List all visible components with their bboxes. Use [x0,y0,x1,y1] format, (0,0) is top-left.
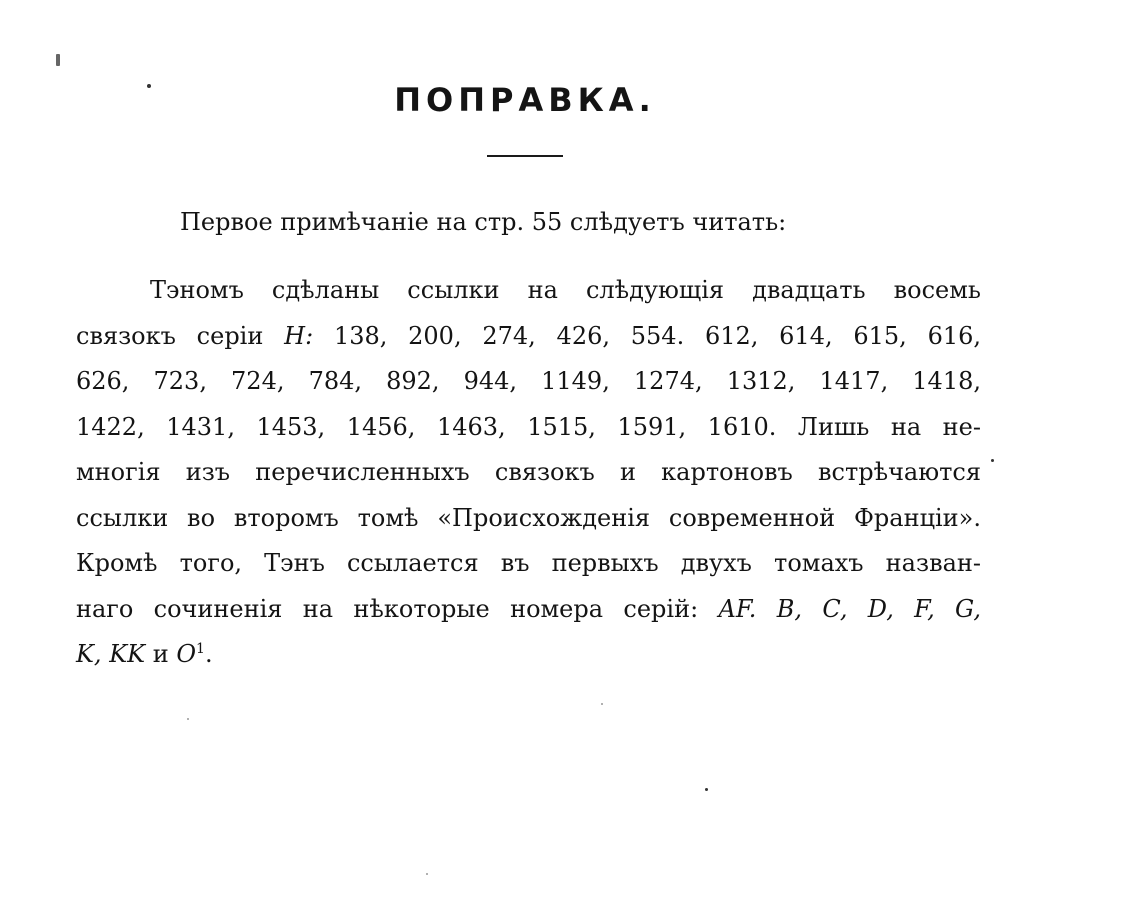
scan-speck [56,54,60,66]
series-h-label: H: [284,321,314,350]
final-period: . [204,640,213,668]
conjunction-and: и [152,640,169,668]
scan-speck [147,84,151,88]
scan-speck [426,873,428,875]
lead-sentence: Первое примѣчаніе на стр. 55 слѣдуетъ читать: [180,208,787,236]
scan-speck [601,703,603,705]
paragraph-line-5: многія изъ перечисленныхъ связокъ и картоновъ встрѣчаются [76,458,981,486]
series-list-intro: наго сочиненія на нѣкоторые номера серій: [76,594,699,623]
series-k: K, [76,640,102,668]
series-intro: связокъ серіи [76,321,264,350]
paragraph-line-2 [76,314,981,360]
paragraph-line-1: Тэномъ сдѣланы ссылки на слѣдующія двадцать восемь [150,276,981,304]
series-kk: KK [109,640,146,668]
series-h-numbers: 138, 200, 274, 426, 554. 612, 614, 615, 616, [333,321,982,350]
paragraph-line-8 [76,587,981,633]
paragraph-line-4: 1422, 1431, 1453, 1456, 1463, 1515, 1591, 1610. Лишь на не- [76,412,981,441]
paragraph-line-9 [76,632,981,678]
series-letters: AF. B, C, D, F, G, [718,594,981,623]
paragraph-line-3: 626, 723, 724, 784, 892, 944, 1149, 1274, 1312, 1417, 1418, [76,367,981,395]
paragraph-line-7: Кромѣ того, Тэнъ ссылается въ первыхъ двухъ томахъ назван- [76,549,981,577]
page-title: ПОПРАВКА. [394,81,656,119]
scan-speck [705,788,708,791]
series-o: O [176,640,197,668]
footnote-mark: 1 [196,641,205,657]
correction-paragraph [76,268,981,678]
scan-speck [991,459,994,462]
scan-speck [187,718,189,720]
title-divider [487,155,563,157]
paragraph-line-6: ссылки во второмъ томѣ «Происхожденія современной Франціи». [76,503,981,532]
